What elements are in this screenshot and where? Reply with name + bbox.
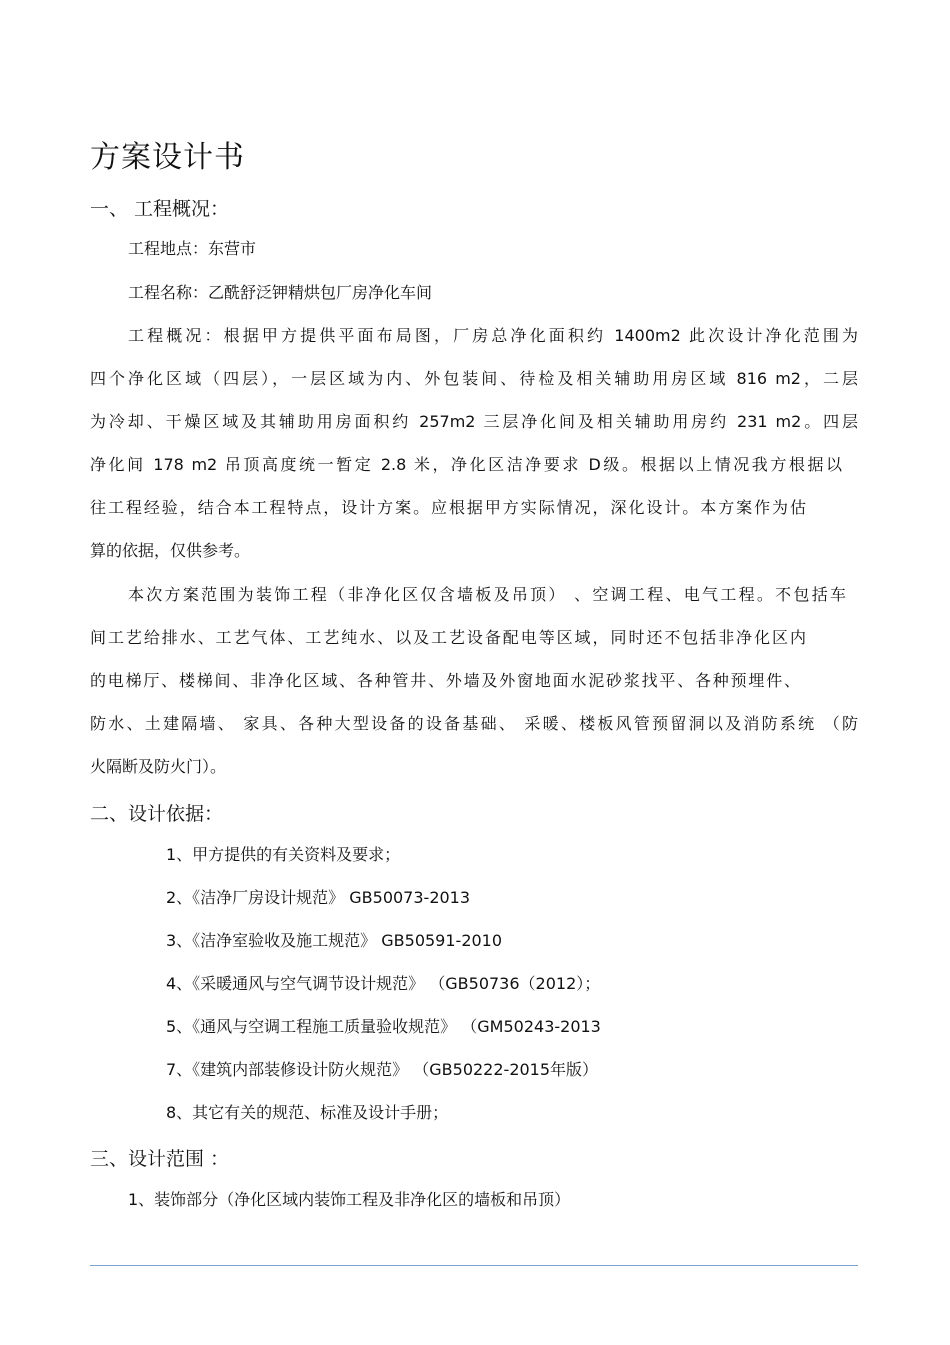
scope-note-line: 本次方案范围为装饰工程（非净化区仅含墙板及吊顶） 、空调工程、电气工程。不包括车 — [128, 585, 846, 604]
basis-item: 5、《通风与空调工程施工质量验收规范》 （GM50243-2013 — [166, 1017, 601, 1036]
scope-note-line: 间工艺给排水、工艺气体、工艺纯水、以及工艺设备配电等区域，同时还不包括非净化区内 — [90, 628, 806, 647]
basis-item: 3、《洁净室验收及施工规范》 GB50591-2010 — [166, 931, 503, 950]
footer-divider — [90, 1265, 858, 1266]
overview-line: 四个净化区域（四层），一层区域为内、外包装间、待检及相关辅助用房区域 816 m2，二层 — [90, 369, 858, 388]
project-name: 工程名称：乙酰舒泛钾精烘包厂房净化车间 — [128, 283, 433, 302]
scope-note-line: 防水、土建隔墙、 家具、各种大型设备的设备基础、 采暖、楼板风管预留洞以及消防系统 （防 — [90, 714, 858, 733]
page-title: 方案设计书 — [90, 140, 245, 175]
basis-item: 7、《建筑内部装修设计防火规范》 （GB50222-2015年版） — [166, 1060, 599, 1079]
scope-note-line: 火隔断及防火门）。 — [90, 757, 227, 776]
section-heading-scope: 三、设计范围 ： — [90, 1148, 230, 1170]
overview-line: 算的依据，仅供参考。 — [90, 541, 251, 560]
basis-item: 2、《洁净厂房设计规范》 GB50073-2013 — [166, 888, 471, 907]
overview-line: 工程概况：根据甲方提供平面布局图，厂房总净化面积约 1400m2 此次设计净化范围为 — [128, 326, 858, 345]
basis-item: 1、甲方提供的有关资料及要求； — [166, 845, 401, 864]
overview-line: 净化间 178 m2 吊顶高度统一暂定 2.8 米，净化区洁净要求 D级。根据以上情况我方根据以 — [90, 455, 842, 474]
basis-item: 8、其它有关的规范、标准及设计手册； — [166, 1103, 449, 1122]
project-location: 工程地点：东营市 — [128, 239, 257, 258]
scope-note-line: 的电梯厅、楼梯间、非净化区域、各种管井、外墙及外窗地面水泥砂浆找平、各种预埋件、 — [90, 671, 800, 690]
section-heading-overview: 一、 工程概况： — [90, 198, 230, 220]
section-heading-basis: 二、设计依据： — [90, 803, 224, 825]
overview-line: 往工程经验，结合本工程特点，设计方案。应根据甲方实际情况，深化设计。本方案作为估 — [90, 498, 806, 517]
overview-line: 为冷却、干燥区域及其辅助用房面积约 257m2 三层净化间及相关辅助用房约 231 m2。四层 — [90, 412, 858, 431]
scope-item: 1、装饰部分（净化区域内装饰工程及非净化区的墙板和吊顶） — [128, 1190, 571, 1209]
basis-item: 4、《采暖通风与空气调节设计规范》 （GB50736（2012）； — [166, 974, 601, 993]
